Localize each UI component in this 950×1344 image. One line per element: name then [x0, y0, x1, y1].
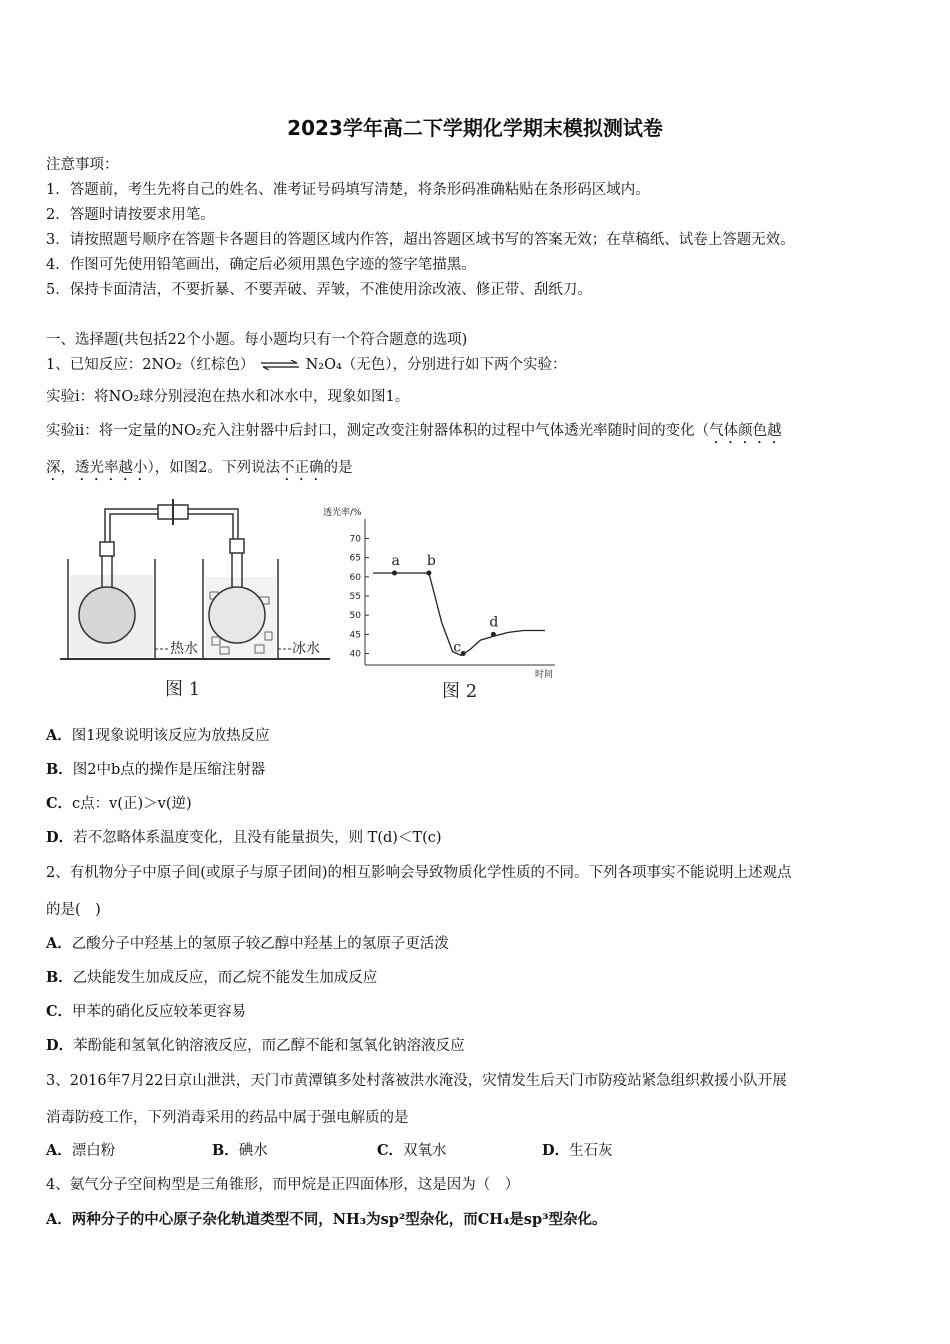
- q4-option-a[interactable]: [46, 1208, 606, 1229]
- option-text: 若不忽略体系温度变化，且没有能量损失，则 T(d)＜T(c): [73, 830, 442, 846]
- q1-stem-part: N₂O₄（无色），分别进行如下两个实验：: [305, 357, 567, 373]
- q2-stem-cont: 的是( ): [46, 902, 101, 918]
- q3-stem-cont: 消毒防疫工作，下列消毒采用的药品中属于强电解质的是: [46, 1110, 409, 1126]
- y-tick-label: 50: [349, 611, 361, 622]
- option-label: B．: [46, 761, 73, 778]
- q2-option-b[interactable]: [46, 966, 377, 987]
- option-text: 双氧水: [403, 1143, 447, 1159]
- q1-exp2-emph: 气体颜色越: [709, 423, 782, 439]
- option-text: 两种分子的中心原子杂化轨道类型不同，NH₃为sp²型杂化，而CH₄是sp³型杂化。: [71, 1211, 607, 1228]
- option-label: D．: [46, 1037, 74, 1054]
- q3-option-c[interactable]: [377, 1139, 447, 1160]
- y-tick-label: 65: [349, 553, 361, 564]
- data-point-label: d: [489, 614, 499, 631]
- q1-exp1: 实验ⅰ：将NO₂球分别浸泡在热水和冰水中，现象如图1。: [46, 389, 410, 405]
- equilibrium-arrow-icon: [259, 360, 301, 370]
- q1-option-a[interactable]: [46, 724, 270, 745]
- q1-exp2-emph: 深，透光率越小: [46, 460, 148, 476]
- data-point: [491, 632, 496, 637]
- data-point-label: b: [426, 553, 436, 569]
- notice-item: 5．保持卡面清洁，不要折暴、不要弄破、弄皱，不准使用涂改液、修正带、刮纸刀。: [46, 282, 592, 298]
- x-axis-label: 时间: [535, 670, 554, 680]
- q1-exp2-part: 的是: [323, 460, 353, 476]
- option-text: 漂白粉: [71, 1143, 116, 1159]
- option-label: C．: [46, 795, 73, 812]
- q2-option-c[interactable]: [46, 1000, 246, 1021]
- option-label: D．: [542, 1142, 570, 1159]
- q1-exp2-cont: [46, 456, 352, 484]
- q1-exp2-part: ），如图2。下列说法: [147, 460, 280, 476]
- notice-item: 1．答题前，考生先将自己的姓名、准考证号码填写清楚，将条形码准确粘贴在条形码区域内。: [46, 182, 650, 198]
- option-text: 图1现象说明该反应为放热反应: [71, 728, 270, 744]
- y-tick-label: 60: [349, 572, 361, 583]
- data-point-label: a: [391, 553, 400, 569]
- q1-figures: [60, 497, 570, 707]
- fig1-hot-label: 热水: [170, 641, 198, 657]
- option-label: A．: [46, 1142, 72, 1159]
- q4-stem: 4、氨气分子空间构型是三角锥形，而甲烷是正四面体形，这是因为（ ）: [46, 1177, 520, 1193]
- option-text: 生石灰: [569, 1143, 613, 1159]
- option-text: c点：v(正)＞v(逆): [72, 796, 192, 812]
- option-label: B．: [212, 1142, 239, 1159]
- option-label: C．: [377, 1142, 404, 1159]
- q2-option-a[interactable]: [46, 932, 449, 953]
- notice-item: 4．作图可先使用铅笔画出，确定后必须用黑色字迹的签字笔描黑。: [46, 257, 476, 273]
- fig1-caption: 图 1: [165, 679, 201, 700]
- page-title: 2023学年高二下学期化学期末模拟测试卷: [287, 116, 663, 140]
- q3-stem: 3、2016年7月22日京山泄洪，天门市黄潭镇多处村落被洪水淹没，灾情发生后天门市防疫站紧急组织救援小队开展: [46, 1073, 787, 1089]
- option-text: 乙炔能发生加成反应，而乙烷不能发生加成反应: [72, 970, 378, 986]
- q3-option-d[interactable]: [542, 1139, 613, 1160]
- q1-exp2: [46, 419, 782, 447]
- q1-option-b[interactable]: [46, 758, 265, 779]
- q1-exp2-emph: 不正确: [279, 460, 324, 476]
- q1-stem-part: 1、已知反应：2NO₂（红棕色）: [46, 357, 255, 373]
- option-text: 乙酸分子中羟基上的氢原子较乙醇中羟基上的氢原子更活泼: [71, 936, 449, 952]
- q2-stem: 2、有机物分子中原子间(或原子与原子团间)的相互影响会导致物质化学性质的不同。下列各项事实不能说明上述观点: [46, 865, 792, 881]
- figure1-apparatus: [60, 499, 330, 659]
- option-label: A．: [46, 1211, 72, 1228]
- option-text: 苯酚能和氢氧化钠溶液反应，而乙醇不能和氢氧化钠溶液反应: [73, 1038, 465, 1054]
- option-label: D．: [46, 829, 74, 846]
- q1-option-c[interactable]: [46, 792, 192, 813]
- notice-item: 3．请按照题号顺序在答题卡各题目的答题区域内作答，超出答题区域书写的答案无效；在草稿纸、试卷上答题无效。: [46, 232, 795, 248]
- q3-option-b[interactable]: [212, 1139, 268, 1160]
- q1-stem: [46, 353, 567, 374]
- q2-option-d[interactable]: [46, 1034, 465, 1055]
- section-heading: 一、选择题(共包括22个小题。每小题均只有一个符合题意的选项): [46, 332, 468, 348]
- fig2-caption: 图 2: [442, 681, 478, 702]
- data-point: [461, 651, 466, 656]
- figure2-chart: [323, 506, 555, 680]
- data-point-label: c: [453, 639, 462, 656]
- q3-option-a[interactable]: [46, 1139, 115, 1160]
- option-label: A．: [46, 935, 72, 952]
- notice-item: 2．答题时请按要求用笔。: [46, 207, 215, 223]
- q1-option-d[interactable]: [46, 826, 442, 847]
- option-label: A．: [46, 727, 72, 744]
- fig1-cold-label: 冰水: [292, 641, 320, 657]
- data-point: [426, 571, 431, 576]
- q1-exp2-part: 实验ⅱ：将一定量的NO₂充入注射器中后封口，测定改变注射器体积的过程中气体透光率随时间的变化（: [46, 423, 710, 439]
- option-label: B．: [46, 969, 73, 986]
- option-text: 甲苯的硝化反应较苯更容易: [72, 1004, 247, 1020]
- y-tick-label: 55: [349, 592, 361, 602]
- y-axis-label: 透光率/%: [323, 508, 362, 518]
- y-tick-label: 40: [349, 649, 361, 660]
- y-tick-label: 70: [349, 534, 361, 545]
- option-label: C．: [46, 1003, 73, 1020]
- notice-heading: 注意事项：: [46, 157, 119, 173]
- option-text: 碘水: [238, 1143, 268, 1159]
- data-point: [392, 571, 397, 576]
- option-text: 图2中b点的操作是压缩注射器: [72, 762, 266, 778]
- y-tick-label: 45: [349, 630, 361, 641]
